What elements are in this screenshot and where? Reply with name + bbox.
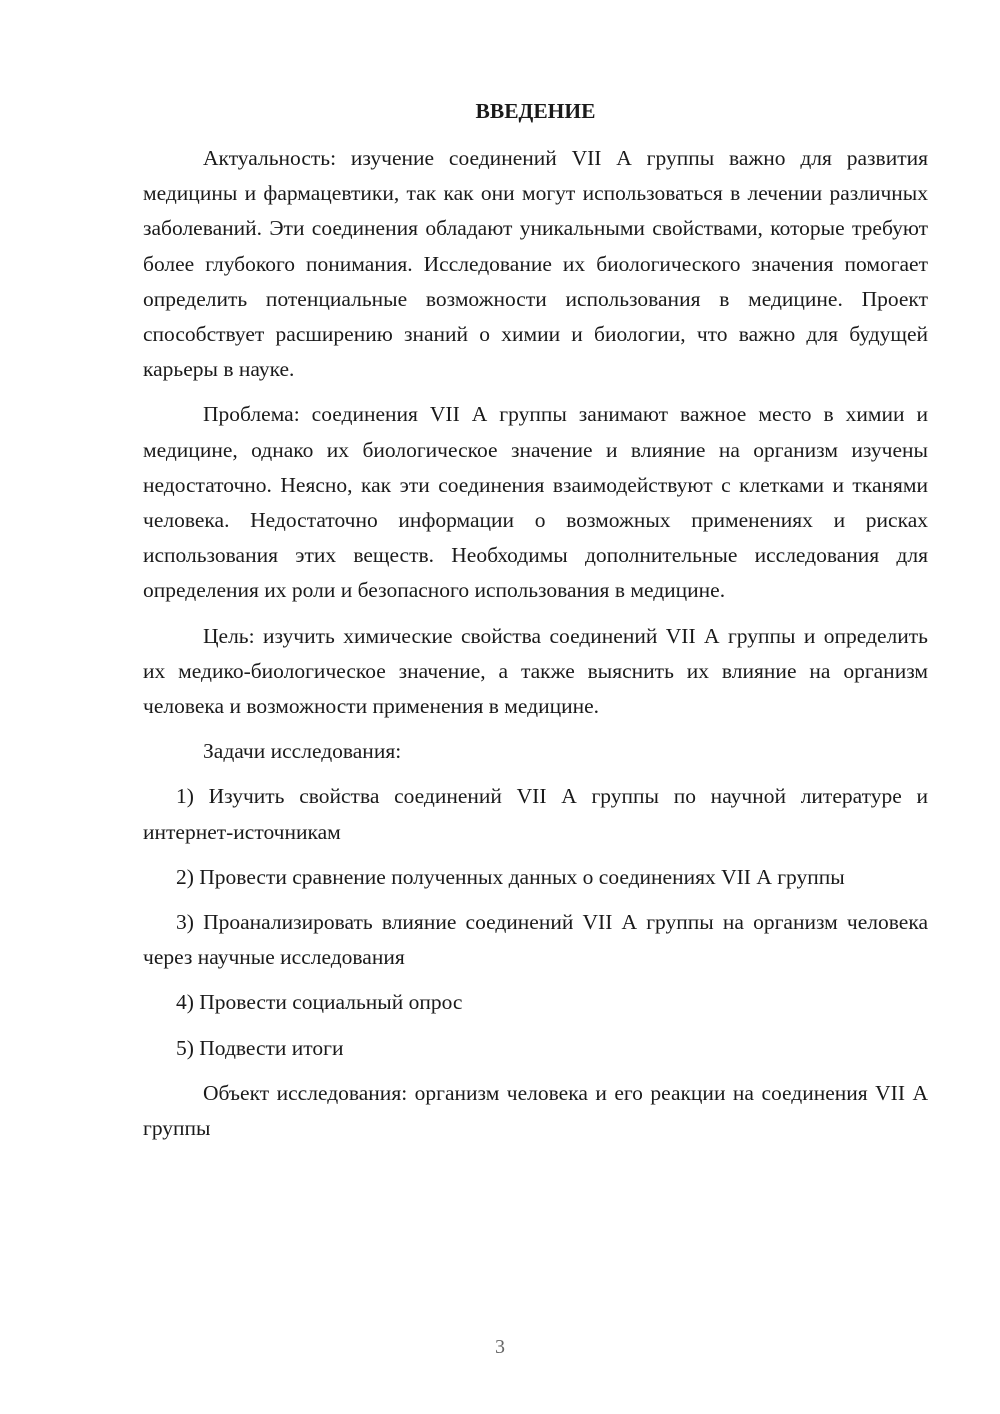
task-item-4: 4) Провести социальный опрос — [176, 990, 463, 1015]
section-heading: ВВЕДЕНИЕ — [475, 99, 596, 123]
paragraph-tasks-heading: Задачи исследования: — [203, 739, 402, 764]
task-item-3: 3) Проанализировать влияние соединений VII А группы на организм человека через научные исследования — [143, 910, 928, 970]
task-item-2: 2) Провести сравнение полученных данных о соединениях VII А группы — [176, 864, 845, 889]
paragraph-object: Объект исследования: организм человека и его реакции на соединения VII А группы — [143, 1080, 928, 1141]
paragraph-problem: Проблема: соединения VII А группы занимают важное место в химии и медицине, однако их биологическое значение и влияние на организм изучены недостаточно. Неясно, как эти соединения взаимодействуют с клетками и тканями человека. Недостаточно информации о возможных применениях и рисках использования этих веществ. Необходимы дополнительные исследования для определения их роли и безопасного использования в медицине. — [143, 402, 928, 603]
page-content — [143, 94, 928, 1156]
task-item-1: 1) Изучить свойства соединений VII А группы по научной литературе и интернет-источникам — [143, 784, 928, 844]
task-item-5: 5) Подвести итоги — [176, 1035, 344, 1060]
paragraph-goal: Цель: изучить химические свойства соединений VII А группы и определить их медико-биологическое значение, а также выяснить их влияние на организм человека и возможности применения в медицине. — [143, 623, 928, 719]
paragraph-relevance: Актуальность: изучение соединений VII А группы важно для развития медицины и фармацевтики, так как они могут использоваться в лечении различных заболеваний. Эти соединения обладают уникальными свойствами, которые требуют более глубокого понимания. Исследование их биологического значения помогает определить потенциальные возможности использования в медицине. Проект способствует расширению знаний о химии и биологии, что важно для будущей карьеры в науке. — [143, 146, 928, 382]
page-number: 3 — [495, 1336, 505, 1358]
